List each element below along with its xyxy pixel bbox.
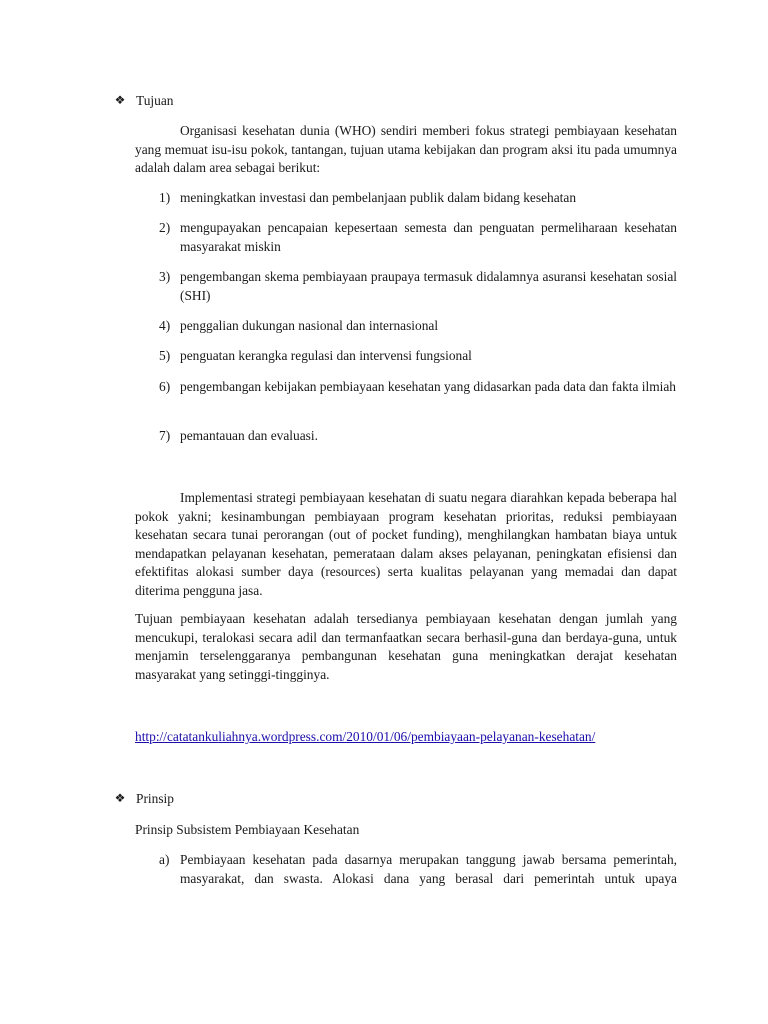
implementation-paragraph: Implementasi strategi pembiayaan kesehatan di suatu negara diarahkan kepada beberapa hal pokok yakni; kesinambungan pembiayaan program kesehatan prioritas, reduksi pembiayaan kesehatan secara tunai perorangan (out of pocket funding), menghilangkan hambatan biaya untuk mendapatkan pelayanan kesehatan, pemerataan dalam akses pelayanan, peningkatan efisiensi dan efektifitas alokasi sumber daya (resources) serta kualitas pelayanan yang memadai dan dapat diterima pengguna jasa. [135, 490, 677, 598]
list-item-text: penguatan kerangka regulasi dan intervensi fungsional [180, 348, 472, 363]
list-marker: 7) [159, 428, 171, 443]
subheading: Prinsip Subsistem Pembiayaan Kesehatan [135, 822, 360, 837]
list-marker: 4) [159, 318, 171, 333]
diamond-bullet-icon: ❖ [114, 791, 126, 805]
list-item [135, 219, 677, 256]
list-marker: 5) [159, 348, 171, 363]
list-item-text: pengembangan kebijakan pembiayaan kesehatan yang didasarkan pada data dan fakta ilmiah [180, 379, 676, 394]
list-marker: a) [159, 852, 170, 867]
list-item-text: Pembiayaan kesehatan pada dasarnya merupakan tanggung jawab bersama pemerintah, masyarakat, dan swasta. Alokasi dana yang berasal dari pemerintah untuk upaya [180, 852, 677, 886]
list-marker: 6) [159, 379, 171, 394]
heading-text: Tujuan [136, 93, 174, 108]
intro-paragraph: Organisasi kesehatan dunia (WHO) sendiri memberi fokus strategi pembiayaan kesehatan yang memuat isu-isu pokok, tantangan, tujuan utama kebijakan dan program aksi itu pada umumnya adalah dalam area sebagai berikut: [135, 123, 677, 176]
list-marker: 1) [159, 190, 171, 205]
section-heading-prinsip [114, 789, 174, 808]
list-item [135, 851, 677, 888]
list-item-text: mengupayakan pencapaian kepesertaan semesta dan penguatan permeliharaan kesehatan masyarakat miskin [180, 220, 677, 254]
list-item-text: pemantauan dan evaluasi. [180, 428, 318, 443]
list-item [135, 317, 677, 336]
list-item [135, 268, 677, 305]
list-item [135, 427, 677, 446]
list-marker: 3) [159, 269, 171, 284]
heading-text: Prinsip [136, 791, 174, 806]
purpose-paragraph: Tujuan pembiayaan kesehatan adalah tersedianya pembiayaan kesehatan dengan jumlah yang mencukupi, teralokasi secara adil dan termanfaatkan secara berhasil-guna dan berdaya-guna, untuk menjamin terselenggaranya pembangunan kesehatan guna meningkatkan derajat kesehatan masyarakat yang setinggi-tingginya. [135, 611, 677, 682]
list-item [135, 189, 677, 208]
section-heading-tujuan [114, 91, 173, 110]
diamond-bullet-icon: ❖ [114, 93, 126, 107]
list-item [135, 347, 677, 366]
list-item-text: meningkatkan investasi dan pembelanjaan publik dalam bidang kesehatan [180, 190, 577, 205]
list-item-text: pengembangan skema pembiayaan praupaya termasuk didalamnya asuransi kesehatan sosial (SHI) [180, 269, 677, 303]
source-link[interactable]: http://catatankuliahnya.wordpress.com/2010/01/06/pembiayaan-pelayanan-kesehatan/ [135, 729, 596, 744]
list-item [135, 378, 677, 397]
list-item-text: penggalian dukungan nasional dan internasional [180, 318, 439, 333]
list-marker: 2) [159, 220, 171, 235]
